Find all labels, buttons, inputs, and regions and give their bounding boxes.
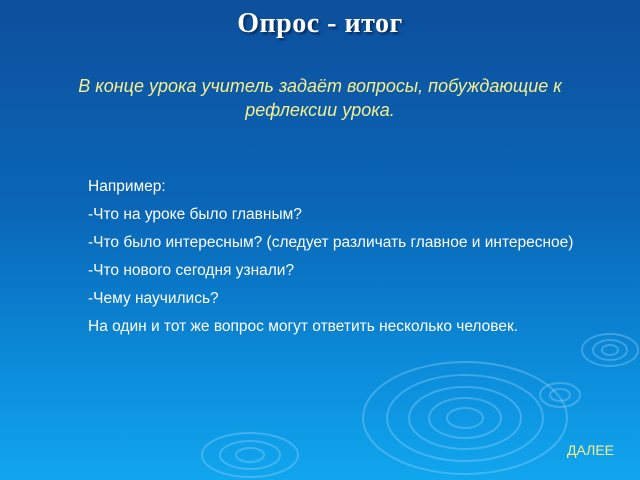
next-slide-link[interactable]: ДАЛЕЕ — [567, 442, 614, 458]
body-paragraph: -Что нового сегодня узнали? — [88, 262, 295, 279]
body-paragraph: -Что было интересным? (следует различать главное и интересное) — [88, 234, 574, 251]
body-paragraph: -Чему научились? — [88, 290, 219, 307]
slide-subtitle: В конце урока учитель задаёт вопросы, побуждающие к рефлексии урока. — [78, 76, 562, 120]
slide-title: Опрос - итог — [237, 8, 403, 39]
slide-body — [62, 176, 578, 344]
body-paragraph: -Что на уроке было главным? — [88, 206, 302, 223]
body-paragraph: Например: — [88, 178, 166, 195]
body-paragraph: На один и тот же вопрос могут ответить несколько человек. — [88, 318, 519, 335]
